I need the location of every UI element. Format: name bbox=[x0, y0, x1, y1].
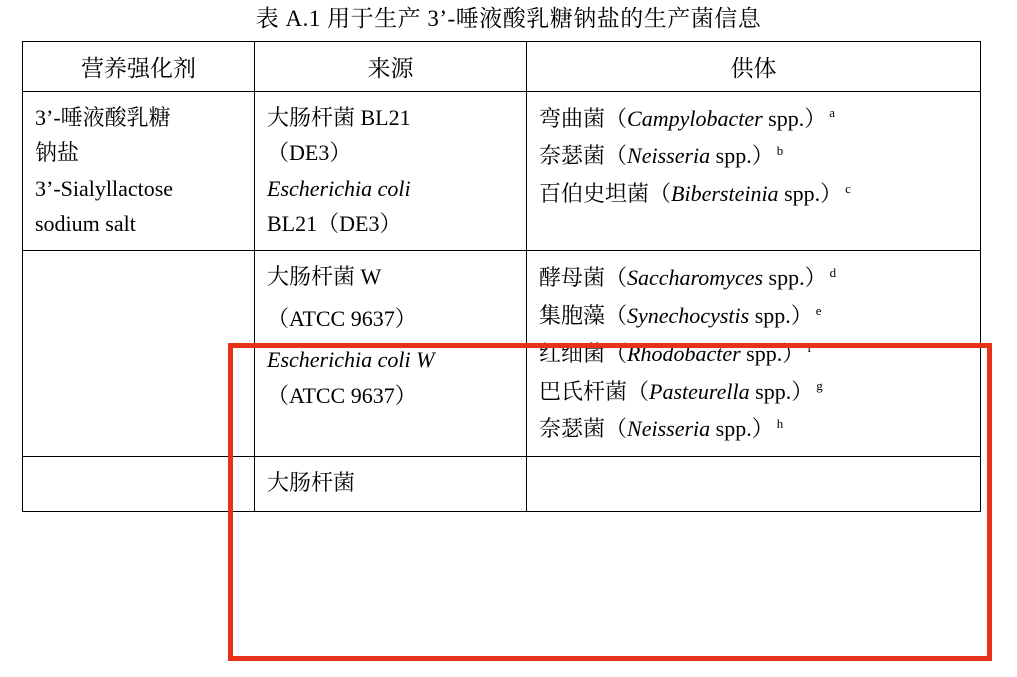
footnote-marker: h bbox=[776, 416, 784, 432]
footnote-marker: d bbox=[829, 264, 837, 280]
source-line-scientific: Escherichia coli W bbox=[267, 347, 435, 373]
footnote-marker: c bbox=[845, 180, 851, 196]
donor-entry: 巴氏杆菌（Pasteurella spp.） $^g$ bbox=[539, 378, 823, 404]
cell-nutrient-3 bbox=[23, 457, 255, 512]
source-line: 大肠杆菌 bbox=[267, 470, 356, 496]
cell-source-3 bbox=[255, 457, 527, 512]
producer-strain-table bbox=[22, 41, 981, 512]
table-row bbox=[23, 251, 981, 457]
cell-donor-1 bbox=[527, 91, 981, 251]
table-row bbox=[23, 457, 981, 512]
donor-entry: 百伯史坦菌（Bibersteinia spp.） $^c$ bbox=[539, 180, 851, 207]
cell-donor-2 bbox=[527, 251, 981, 457]
source-line: （DE3） bbox=[267, 140, 352, 166]
donor-entry: 集胞藻（Synechocystis spp.） $^e$ bbox=[539, 302, 822, 328]
footnote-marker: b bbox=[776, 143, 784, 159]
donor-entry: 奈瑟菌（Neisseria spp.） $^h$ bbox=[539, 416, 784, 442]
donor-entry: 弯曲菌（Campylobacter spp.） $^a$ bbox=[539, 105, 836, 131]
donor-entry: 奈瑟菌（Neisseria spp.） $^b$ bbox=[539, 143, 784, 169]
table-caption: 表 A.1 用于生产 3’-唾液酸乳糖钠盐的生产菌信息 bbox=[255, 6, 762, 31]
nutrient-line: 3’-Sialyllactose bbox=[35, 175, 174, 201]
nutrient-line: 3’-唾液酸乳糖 bbox=[35, 104, 171, 130]
cell-nutrient-1 bbox=[23, 91, 255, 251]
footnote-marker: e bbox=[815, 302, 822, 318]
column-header-donor: 供体 bbox=[527, 41, 981, 91]
source-line: （ATCC 9637） bbox=[267, 305, 417, 331]
cell-source-1 bbox=[255, 91, 527, 251]
cell-nutrient-2 bbox=[23, 251, 255, 457]
table-header-row bbox=[23, 41, 981, 91]
donor-entry: 酵母菌（Saccharomyces spp.） $^d$ bbox=[539, 264, 837, 291]
source-line: 大肠杆菌 BL21 bbox=[267, 104, 411, 130]
source-line-scientific: Escherichia coli bbox=[267, 175, 411, 201]
footnote-marker: g bbox=[816, 378, 823, 394]
cell-donor-3 bbox=[527, 457, 981, 512]
nutrient-line: sodium salt bbox=[35, 211, 136, 237]
column-header-nutrient: 营养强化剂 bbox=[23, 41, 255, 91]
donor-entry: 红细菌（Rhodobacter spp.） $^f$ bbox=[539, 340, 812, 366]
column-header-source: 来源 bbox=[255, 41, 527, 91]
table-row bbox=[23, 91, 981, 251]
source-line: BL21（DE3） bbox=[267, 211, 402, 237]
cell-source-2 bbox=[255, 251, 527, 457]
footnote-marker: a bbox=[829, 105, 836, 121]
nutrient-line: 钠盐 bbox=[35, 140, 80, 166]
source-line: 大肠杆菌 W bbox=[267, 264, 382, 290]
source-line: （ATCC 9637） bbox=[267, 382, 417, 408]
footnote-marker: f bbox=[807, 340, 812, 356]
